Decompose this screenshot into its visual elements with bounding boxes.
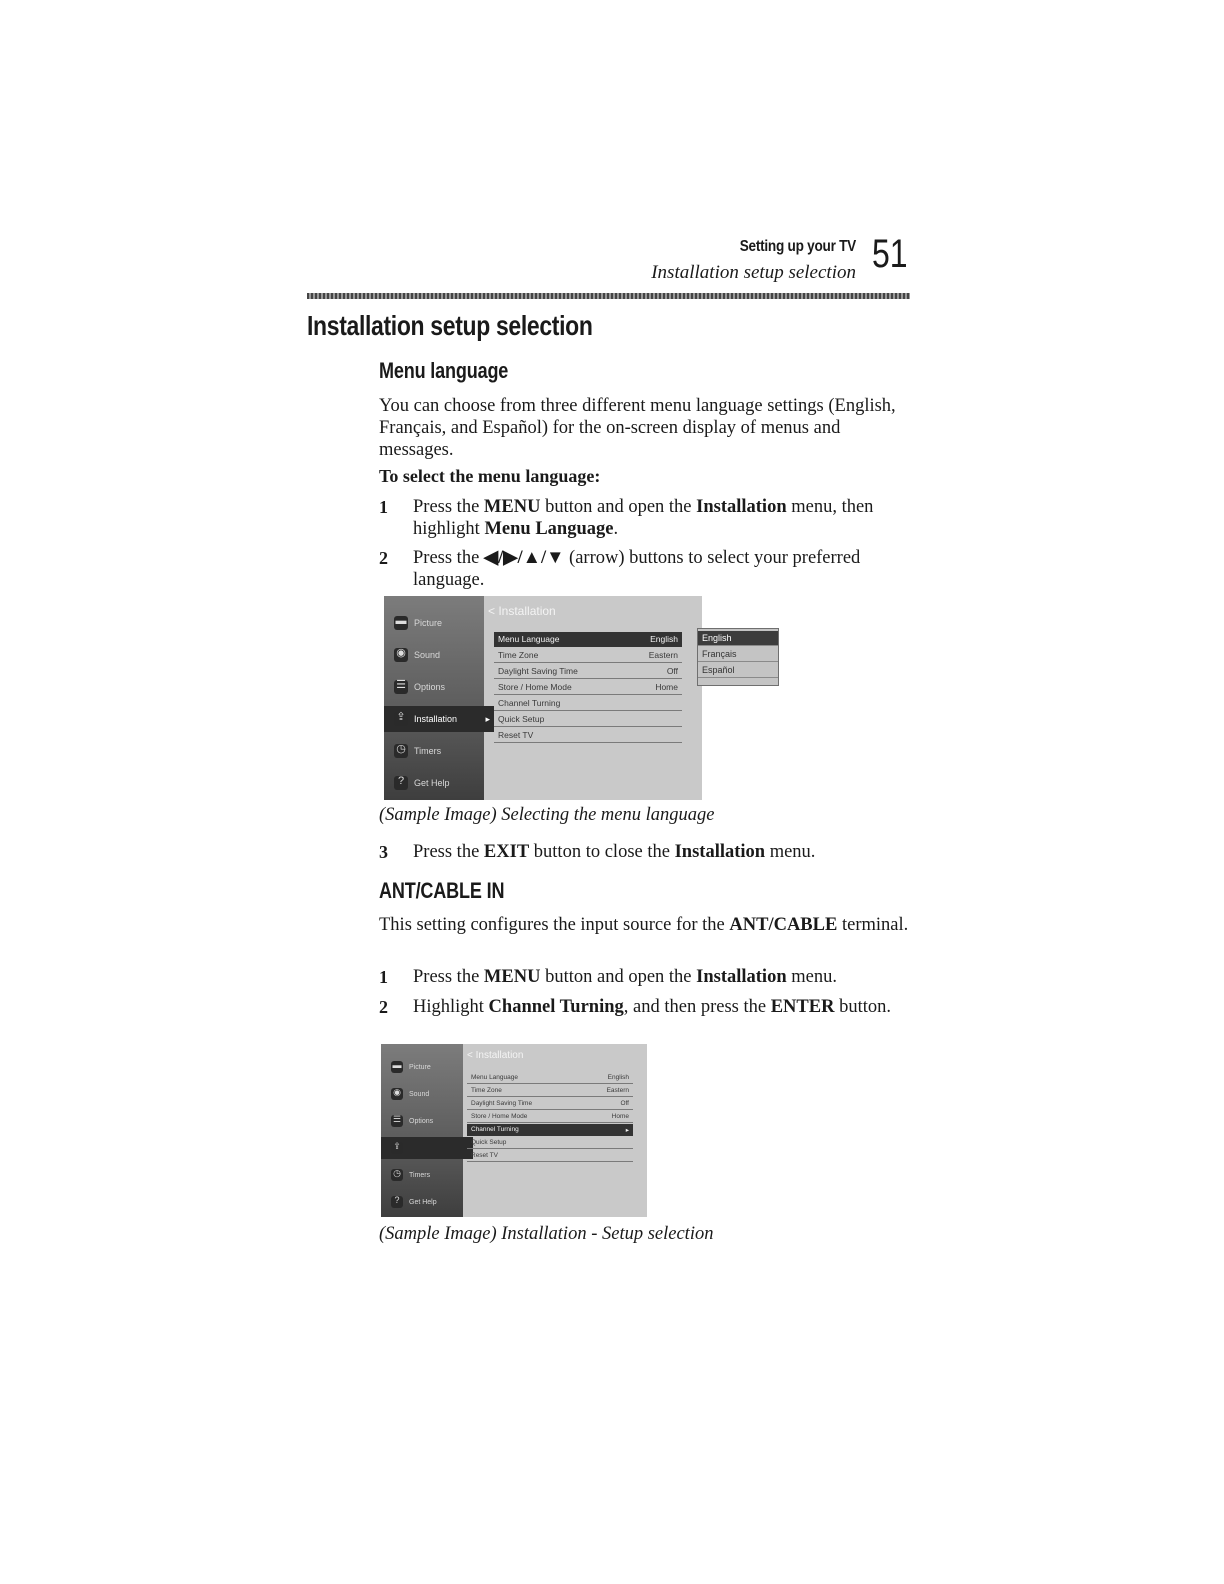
picture-icon: ▬ <box>391 1061 403 1073</box>
tv-sidebar-arrow: ▸ <box>485 713 490 724</box>
header-rule <box>307 293 910 299</box>
tv-language-popup <box>697 628 779 686</box>
tv-sidebar-label: Timers <box>409 1171 431 1179</box>
bold-term: ◀/▶/▲/▼ <box>483 548 565 568</box>
step-number: 1 <box>379 967 388 987</box>
tv-menu-row <box>494 696 682 711</box>
tv-menu-row-value: Off <box>666 666 678 676</box>
tv-menu-row <box>494 728 682 743</box>
tv-sidebar-label: Get Help <box>414 778 450 788</box>
tv-language-option: English <box>698 631 778 646</box>
tv-language-option: Español <box>698 663 778 678</box>
tv-sidebar-label: Timers <box>414 746 442 756</box>
ant-cable-intro <box>379 914 914 936</box>
tv-menu-row <box>467 1137 633 1149</box>
bold-term: MENU <box>483 967 541 987</box>
tv-menu-row-label: Store / Home Mode <box>498 682 572 692</box>
tv-panel-title: < Installation <box>467 1050 524 1061</box>
text-run: button and open the <box>540 967 697 987</box>
tv-menu-row-label: Reset TV <box>498 730 534 740</box>
tv-sidebar-item <box>384 610 494 636</box>
running-header-chapter: Setting up your TV <box>739 238 856 255</box>
tv-sidebar-item <box>384 642 494 668</box>
bold-term: Channel Turning <box>488 997 624 1017</box>
text-run: Press the <box>413 497 484 517</box>
installation-icon: ⇪ <box>391 1142 403 1154</box>
tv-menu-row <box>467 1085 633 1097</box>
tv-panel-title: < Installation <box>488 604 556 618</box>
tv-menu-row-label: Menu Language <box>471 1074 518 1081</box>
tv-menu-row-label: Menu Language <box>498 634 560 644</box>
page-number: 51 <box>872 232 908 276</box>
step-text <box>413 496 908 540</box>
step-number: 3 <box>379 842 388 862</box>
bold-term: ENTER <box>770 997 835 1017</box>
tv-menu-row <box>467 1098 633 1110</box>
text-run: , and then press the <box>623 997 771 1017</box>
bold-term: MENU <box>483 497 541 517</box>
menu-language-lead: To select the menu language: <box>379 466 601 486</box>
tv-sidebar-label: Options <box>409 1117 434 1125</box>
sound-icon: ◉ <box>394 648 408 662</box>
tv-sidebar-item <box>381 1191 473 1213</box>
tv-menu-row <box>467 1124 633 1136</box>
text-run: (arrow) buttons to select your preferred language. <box>413 548 861 590</box>
tv-sidebar-item <box>381 1164 473 1186</box>
tv-language-option: Français <box>698 647 778 662</box>
tv-menu-row-label: Quick Setup <box>498 714 545 724</box>
step-number: 2 <box>379 548 388 568</box>
options-icon: ☰ <box>394 680 408 694</box>
tv-menu-row <box>467 1150 633 1162</box>
timers-icon: ◷ <box>391 1169 403 1181</box>
step-text <box>413 547 908 591</box>
text-run: This setting configures the input source for the <box>379 915 730 935</box>
text-run: Press the <box>413 842 484 862</box>
tv-sidebar-label: Options <box>414 682 446 692</box>
step-number: 2 <box>379 997 388 1017</box>
text-run: button and open the <box>540 497 697 517</box>
tv-sidebar-item <box>381 1056 473 1078</box>
step-text <box>413 996 908 1018</box>
figure-caption: (Sample Image) Selecting the menu language <box>379 805 715 825</box>
text-run: menu, then highlight <box>413 497 874 539</box>
tv-menu-row-label: Reset TV <box>471 1152 498 1159</box>
tv-sidebar-label: Installation <box>414 714 458 724</box>
tv-sidebar-item <box>384 706 494 732</box>
tv-menu-row-value: Off <box>620 1100 629 1107</box>
tv-sidebar-item <box>381 1110 473 1132</box>
step-text <box>413 841 908 863</box>
tv-sidebar-item <box>381 1137 473 1159</box>
tv-menu-row <box>494 712 682 727</box>
tv-menu-row-label: Daylight Saving Time <box>471 1100 533 1107</box>
text-run: terminal. <box>837 915 909 935</box>
tv-menu-screenshot-setup <box>381 1044 647 1217</box>
tv-menu-row-label: Quick Setup <box>471 1139 507 1146</box>
text-run: . <box>613 519 619 539</box>
section-heading-menu-language: Menu language <box>379 358 509 383</box>
options-icon: ☰ <box>391 1115 403 1127</box>
text-run: button to close the <box>529 842 675 862</box>
page-title: Installation setup selection <box>307 310 593 341</box>
tv-menu-row <box>467 1111 633 1123</box>
menu-language-intro: You can choose from three different menu language settings (English, Français, and Español) for the on-screen display of menus and messages. <box>379 396 896 460</box>
tv-menu-row <box>494 664 682 679</box>
section-heading-ant-cable: ANT/CABLE IN <box>379 878 505 903</box>
tv-sidebar-label: Get Help <box>409 1198 437 1206</box>
text-run: menu. <box>765 842 816 862</box>
tv-menu-row-value: Eastern <box>606 1087 629 1094</box>
bold-term: EXIT <box>483 842 530 862</box>
tv-menu-row-label: Time Zone <box>471 1087 502 1094</box>
tv-sidebar-label: Picture <box>414 618 443 628</box>
text-run: menu. <box>786 967 837 987</box>
sound-icon: ◉ <box>391 1088 403 1100</box>
text-run: Press the <box>413 548 484 568</box>
tv-menu-row-label: Channel Turning <box>471 1126 519 1133</box>
tv-menu-row-value: English <box>650 634 678 644</box>
tv-menu-row-value: ▸ <box>625 1126 629 1134</box>
tv-menu-row <box>467 1072 633 1084</box>
bold-term: Menu Language <box>484 519 614 539</box>
tv-menu-row <box>494 680 682 695</box>
tv-menu-screenshot-language <box>384 596 702 800</box>
tv-sidebar-label: Sound <box>414 650 441 660</box>
tv-menu-row-value: Eastern <box>648 650 678 660</box>
tv-menu-row-value: English <box>607 1074 629 1081</box>
text-run: button. <box>834 997 891 1017</box>
tv-sidebar-label: Sound <box>409 1090 430 1098</box>
text-run: Press the <box>413 967 484 987</box>
tv-sidebar-item <box>384 674 494 700</box>
tv-menu-row-label: Store / Home Mode <box>471 1113 528 1120</box>
installation-icon: ⇪ <box>394 712 408 726</box>
step-text <box>413 966 908 988</box>
tv-menu-row-label: Channel Turning <box>498 698 561 708</box>
tv-menu-row-label: Time Zone <box>498 650 539 660</box>
tv-menu-row <box>494 648 682 663</box>
help-icon: ? <box>394 776 408 790</box>
figure-caption: (Sample Image) Installation - Setup selection <box>379 1224 714 1244</box>
bold-term: Installation <box>674 842 766 862</box>
bold-term: ANT/CABLE <box>729 915 838 935</box>
running-header-section: Installation setup selection <box>651 262 856 283</box>
help-icon: ? <box>391 1196 403 1208</box>
tv-menu-row <box>494 632 682 647</box>
bold-term: Installation <box>696 497 787 517</box>
tv-menu-row-value: Home <box>611 1113 629 1120</box>
text-run: Highlight <box>413 997 489 1017</box>
step-number: 1 <box>379 497 388 517</box>
bold-term: Installation <box>696 967 787 987</box>
tv-menu-row-value: Home <box>655 682 678 692</box>
picture-icon: ▬ <box>394 616 408 630</box>
tv-sidebar-item <box>381 1083 473 1105</box>
timers-icon: ◷ <box>394 744 408 758</box>
tv-menu-row-label: Daylight Saving Time <box>498 666 578 676</box>
tv-sidebar-item <box>384 738 494 764</box>
tv-sidebar-item <box>384 770 494 796</box>
tv-sidebar-label: Picture <box>409 1063 431 1071</box>
